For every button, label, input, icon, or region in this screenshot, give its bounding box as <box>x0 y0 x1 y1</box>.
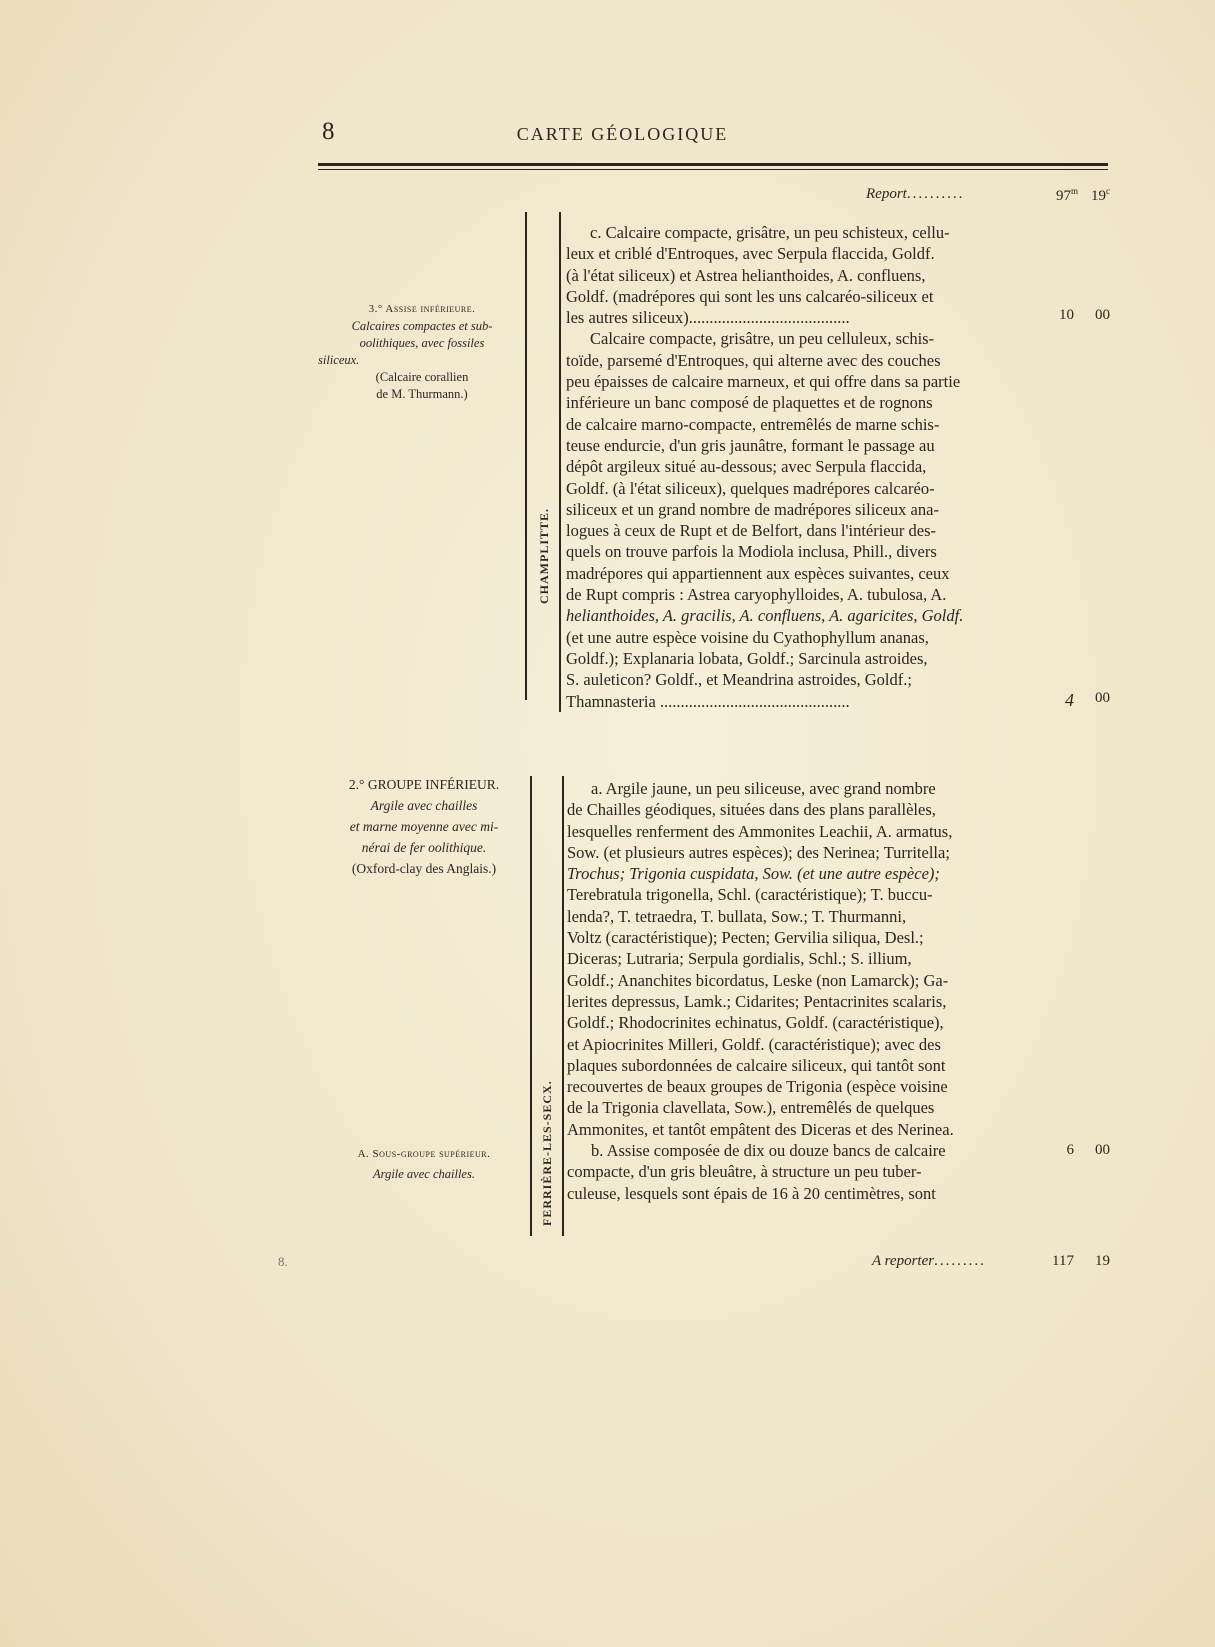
footer-value-main: 117 <box>1052 1253 1074 1269</box>
text-line: lesquelles renferment des Ammonites Leachii, A. armatus, <box>567 821 953 841</box>
section1-label-line: siliceux. <box>318 353 360 367</box>
section1-label-line: Calcaires compactes et sub- <box>351 319 493 333</box>
section1-value2-minor: 00 <box>1095 690 1110 706</box>
section1-value1-main: 10 <box>1059 307 1074 323</box>
text-line: culeuse, lesquels sont épais de 16 à 20 centimètres, sont <box>567 1183 936 1203</box>
text-line: Calcaire compacte, grisâtre, un peu celluleux, schis- <box>590 329 935 349</box>
text-line: plaques subordonnées de calcaire siliceux, qui tantôt sont <box>567 1055 946 1075</box>
section1-value2-main: 4 <box>1065 690 1074 710</box>
text-line: helianthoides, A. gracilis, A. confluens, A. agaricites, Goldf. <box>566 606 964 626</box>
footer-value-minor: 19 <box>1095 1253 1110 1269</box>
text-line: madrépores qui appartiennent aux espèces suivantes, ceux <box>566 563 950 583</box>
text-line: Ammonites, et tantôt empâtent des Diceras et des Nerinea. <box>567 1119 954 1139</box>
section2-sublabel-line: A. Sous-groupe supérieur. <box>357 1148 491 1160</box>
text-line: logues à ceux de Rupt et de Belfort, dans l'intérieur des- <box>566 521 936 541</box>
text-line: quels on trouve parfois la Modiola inclusa, Phill., divers <box>566 542 937 562</box>
footer-label: A reporter <box>872 1253 935 1269</box>
page-number: 8 <box>322 118 335 145</box>
text-line: compacte, d'un gris bleuâtre, à structure un peu tuber- <box>567 1162 922 1182</box>
text-line: lenda?, T. tetraedra, T. bullata, Sow.; T. Thurmanni, <box>567 906 907 926</box>
text-line: Trochus; Trigonia cuspidata, Sow. (et une autre espèce); <box>567 864 940 884</box>
text-line: c. Calcaire compacte, grisâtre, un peu schisteux, cellu- <box>590 223 950 242</box>
section2-label-line: Argile avec chailles <box>370 798 478 813</box>
text-line: toïde, parsemé d'Entroques, qui alterne avec des couches <box>566 350 941 370</box>
section1-text <box>566 222 1036 712</box>
text-line: de Rupt compris : Astrea caryophylloides, A. tubulosa, A. <box>566 585 947 605</box>
section2-label <box>318 774 530 879</box>
section1-label <box>318 301 526 403</box>
text-line: siliceux et un grand nombre de madrépores siliceux ana- <box>566 499 939 519</box>
text-line: Thamnasteria .............................................. <box>566 691 850 711</box>
section1-value1-minor: 00 <box>1095 307 1110 323</box>
text-line: peu épaisses de calcaire marneux, et qui offre dans sa partie <box>566 372 961 392</box>
text-line: recouvertes de beaux groupes de Trigonia (espèce voisine <box>567 1077 948 1097</box>
text-line: Goldf. (madrépores qui sont les uns calcaréo-siliceux et <box>566 286 934 306</box>
report-line <box>866 186 964 203</box>
text-line: dépôt argileux situé au-dessous; avec Serpula flaccida, <box>566 457 927 477</box>
section1-label-line: oolithiques, avec fossiles <box>359 336 485 350</box>
section1-bracket-line <box>559 212 561 712</box>
text-line: (à l'état siliceux) et Astrea helianthoides, A. confluens, <box>566 265 926 285</box>
header-rule-thin <box>318 169 1108 170</box>
section1-label-line: (Calcaire corallien <box>375 370 469 384</box>
signature-mark: 8. <box>278 1254 288 1269</box>
report-dots: .......... <box>906 186 965 202</box>
text-line: les autres siliceux)....................................... <box>566 308 850 328</box>
header-rule-thick <box>318 163 1108 166</box>
footer-dots: ......... <box>934 1253 986 1269</box>
text-line: S. auleticon? Goldf., et Meandrina astroides, Goldf.; <box>566 670 912 690</box>
text-line: de la Trigonia clavellata, Sow.), entremêlés de quelques <box>567 1098 935 1118</box>
report-label: Report <box>866 186 907 202</box>
section1-vertical-title: CHAMPLITTE. <box>537 507 551 604</box>
text-line: Goldf.; Rhodocrinites echinatus, Goldf. (caractéristique), <box>567 1013 944 1033</box>
text-line: leux et criblé d'Entroques, avec Serpula flaccida, Goldf. <box>566 244 935 264</box>
section2-label-line: (Oxford-clay des Anglais.) <box>351 861 497 876</box>
section1-vline <box>525 212 527 700</box>
report-value-main: 97$^m$ <box>1055 186 1078 204</box>
text-line: (et une autre espèce voisine du Cyathophyllum ananas, <box>566 627 929 647</box>
section2-sublabel-line: Argile avec chailles. <box>373 1167 475 1181</box>
section2-value-main: 6 <box>1066 1142 1074 1158</box>
section2-label-line: 2.° GROUPE INFÉRIEUR. <box>348 777 500 792</box>
section2-vertical-title: FERRIÈRE-LES-SECX. <box>540 1080 554 1226</box>
section1-label-line: 3.° Assise inférieure. <box>368 303 476 315</box>
text-line: Terebratula trigonella, Schl. (caractéristique); T. buccu- <box>567 885 933 905</box>
footer-line <box>872 1253 986 1270</box>
text-line: inférieure un banc composé de plaquettes et de rognons <box>566 393 933 413</box>
text-line: teuse endurcie, d'un gris jaunâtre, formant le passage au <box>566 435 935 455</box>
section2-sublabel <box>318 1144 530 1184</box>
section2-vline <box>530 776 532 1236</box>
section2-label-line: et marne moyenne avec mi- <box>349 819 499 834</box>
text-line: de Chailles géodiques, situées dans des plans parallèles, <box>567 800 936 820</box>
section2-text <box>567 778 1037 1204</box>
text-line: et Apiocrinites Milleri, Goldf. (caractéristique); avec des <box>567 1034 941 1054</box>
section2-bracket-line <box>562 776 564 1236</box>
text-line: Diceras; Lutraria; Serpula gordialis, Schl.; S. illium, <box>567 949 912 969</box>
text-line: a. Argile jaune, un peu siliceuse, avec grand nombre <box>591 779 936 798</box>
text-line: b. Assise composée de dix ou douze bancs de calcaire <box>591 1141 946 1161</box>
text-line: Voltz (caractéristique); Pecten; Gervilia siliqua, Desl.; <box>567 928 924 948</box>
text-line: Goldf.); Explanaria lobata, Goldf.; Sarcinula astroides, <box>566 648 928 668</box>
running-title: CARTE GÉOLOGIQUE <box>516 124 729 144</box>
section1-label-line: de M. Thurmann.) <box>376 387 468 401</box>
section2-value-minor: 00 <box>1095 1142 1110 1158</box>
text-line: Goldf.; Ananchites bicordatus, Leske (non Lamarck); Ga- <box>567 970 949 990</box>
report-value-minor: 19$^c$ <box>1091 186 1110 204</box>
text-line: lerites depressus, Lamk.; Cidarites; Pentacrinites scalaris, <box>567 991 947 1011</box>
text-line: de calcaire marno-compacte, entremêlés de marne schis- <box>566 414 940 434</box>
section2-label-line: nérai de fer oolithique. <box>361 840 487 855</box>
text-line: Sow. (et plusieurs autres espèces); des Nerinea; Turritella; <box>567 842 950 862</box>
text-line: Goldf. (à l'état siliceux), quelques madrépores calcaréo- <box>566 478 935 498</box>
